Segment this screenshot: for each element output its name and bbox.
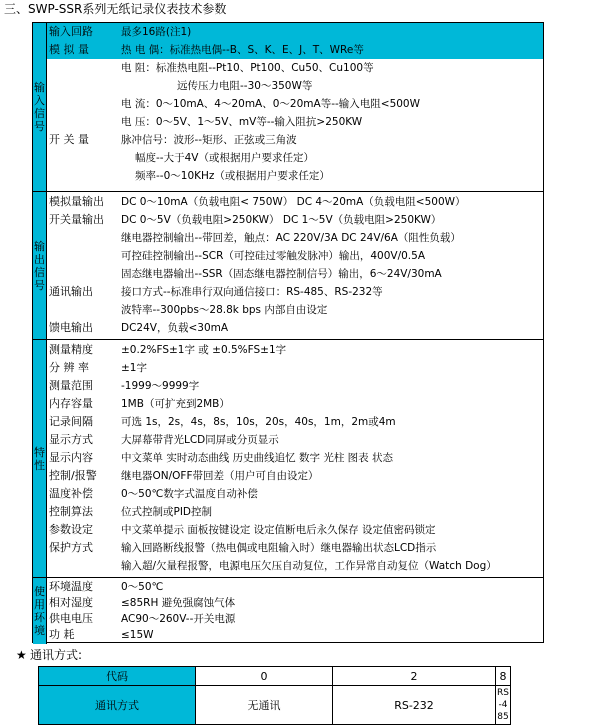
row-label: 开关量输出 xyxy=(49,213,104,226)
section-output xyxy=(33,191,543,339)
comm-row-label: 通讯方式 xyxy=(39,686,196,725)
row-value: 继电器控制输出--带回差，触点：AC 220V/3A DC 24V/6A（阻性负载） xyxy=(121,232,461,244)
row-label: 参数设定 xyxy=(49,523,93,536)
input-row-8 xyxy=(47,167,543,185)
row-value: 波特率--300pbs～28.8k bps 内部自由设定 xyxy=(121,304,328,316)
output-row-4 xyxy=(47,265,543,283)
row-value: ±1字 xyxy=(121,362,147,374)
row-value: 0～50℃ xyxy=(121,581,164,593)
row-value: 脉冲信号：波形--矩形、正弦或三角波 xyxy=(121,134,297,146)
row-label: 环境温度 xyxy=(49,580,93,593)
row-label: 模拟量输出 xyxy=(49,195,104,208)
features-row-5 xyxy=(47,431,543,449)
comm-header-row xyxy=(39,667,511,686)
features-row-10 xyxy=(47,521,543,539)
output-row-7 xyxy=(47,319,543,337)
row-value: 输入超/欠量程报警，电源电压欠压自动复位，工作异常自动复位（Watch Dog） xyxy=(121,560,497,572)
row-value: DC24V，负载<30mA xyxy=(121,322,229,334)
row-value: 频率--0～10KHz（或根据用户要求任定） xyxy=(135,170,330,182)
category-environment: 使用环境 xyxy=(33,578,47,644)
row-value: 幅度--大于4V（或根据用户要求任定） xyxy=(135,152,314,164)
comm-heading-text: 通讯方式: xyxy=(30,648,83,662)
comm-header-label: 代码 xyxy=(39,667,196,686)
row-value: 可控硅控制输出--SCR（可控硅过零触发脉冲）输出，400V/0.5A xyxy=(121,250,426,262)
row-value: -1999～9999字 xyxy=(121,380,200,392)
row-label: 分 辨 率 xyxy=(49,361,89,374)
row-label: 测量范围 xyxy=(49,379,93,392)
page-title: 三、SWP-SSR系列无纸记录仪表技术参数 xyxy=(4,2,227,16)
features-row-0 xyxy=(47,341,543,359)
row-label: 测量精度 xyxy=(49,343,93,356)
row-value: 输入回路断线报警（热电偶或电阻输入时）继电器输出状态LCD指示 xyxy=(121,542,437,554)
row-value: 可选 1s，2s，4s，8s，10s，20s，40s，1m，2m或4m xyxy=(121,416,396,428)
input-row-1 xyxy=(47,41,543,59)
input-row-2 xyxy=(47,59,543,77)
comm-heading xyxy=(16,648,82,662)
input-row-5 xyxy=(47,113,543,131)
features-row-12 xyxy=(47,557,543,575)
output-row-5 xyxy=(47,283,543,301)
features-row-11 xyxy=(47,539,543,557)
section-features xyxy=(33,339,543,577)
input-row-0 xyxy=(47,23,543,41)
row-value: 热 电 偶：标准热电偶--B、S、K、E、J、T、WRe等 xyxy=(121,44,364,56)
row-label: 温度补偿 xyxy=(49,487,93,500)
comm-value-1: RS-232 xyxy=(333,686,496,725)
output-row-6 xyxy=(47,301,543,319)
row-value: ≤85RH 避免强腐蚀气体 xyxy=(121,597,236,609)
row-label: 显示方式 xyxy=(49,433,93,446)
row-value: 电 压：0～5V、1～5V、mV等--输入阻抗>250KW xyxy=(121,116,363,128)
spec-table xyxy=(32,22,544,643)
output-row-1 xyxy=(47,211,543,229)
input-row-6 xyxy=(47,131,543,149)
row-label: 输入回路 xyxy=(49,25,93,38)
comm-table xyxy=(38,666,511,725)
features-row-3 xyxy=(47,395,543,413)
row-value: 电 流：0～10mA、4～20mA、0～20mA等--输入电阻<500W xyxy=(121,98,420,110)
row-value: DC 0～10mA（负载电阻< 750W） DC 4～20mA（负载电阻<500W） xyxy=(121,196,466,208)
comm-value-row xyxy=(39,686,511,725)
row-label: 功 耗 xyxy=(49,628,75,641)
input-row-3 xyxy=(47,77,543,95)
row-value: DC 0～5V（负载电阻>250KW） DC 1～5V（负载电阻>250KW） xyxy=(121,214,442,226)
row-value: 最多16路(注1) xyxy=(121,26,192,38)
row-value: 中文菜单 实时动态曲线 历史曲线追忆 数字 光柱 图表 状态 xyxy=(121,452,394,464)
row-value: 大屏幕带背光LCD同屏或分页显示 xyxy=(121,434,279,446)
comm-code-1: 2 xyxy=(333,667,496,686)
row-value: 固态继电器输出--SSR（固态继电器控制信号）输出，6～24V/30mA xyxy=(121,268,442,280)
features-row-9 xyxy=(47,503,543,521)
comm-code-0: 0 xyxy=(196,667,333,686)
input-row-4 xyxy=(47,95,543,113)
row-value: 位式控制或PID控制 xyxy=(121,506,213,518)
features-row-1 xyxy=(47,359,543,377)
row-label: 控制算法 xyxy=(49,505,93,518)
output-row-0 xyxy=(47,193,543,211)
row-value: 远传压力电阻--30～350W等 xyxy=(177,80,313,92)
features-row-8 xyxy=(47,485,543,503)
row-label: 通讯输出 xyxy=(49,285,93,298)
category-features: 特性 xyxy=(33,340,47,577)
row-label: 馈电输出 xyxy=(49,321,93,334)
row-value: 1MB（可扩充到2MB） xyxy=(121,398,230,410)
row-label: 相对湿度 xyxy=(49,596,93,609)
output-row-2 xyxy=(47,229,543,247)
row-label: 模 拟 量 xyxy=(49,43,89,56)
comm-value-0: 无通讯 xyxy=(196,686,333,725)
star-icon: ★ xyxy=(16,648,27,662)
environment-row-3 xyxy=(47,626,543,644)
row-value: 中文菜单提示 面板按键设定 设定值断电后永久保存 设定值密码锁定 xyxy=(121,524,436,536)
features-row-4 xyxy=(47,413,543,431)
features-row-7 xyxy=(47,467,543,485)
section-input xyxy=(33,23,543,191)
comm-code-2: 8 xyxy=(496,667,511,686)
row-label: 内存容量 xyxy=(49,397,93,410)
row-label: 显示内容 xyxy=(49,451,93,464)
section-environment xyxy=(33,577,543,644)
row-value: ≤15W xyxy=(121,629,154,641)
row-label: 控制/报警 xyxy=(49,469,97,482)
row-value: 电 阻：标准热电阻--Pt10、Pt100、Cu50、Cu100等 xyxy=(121,62,374,74)
row-value: 接口方式--标准串行双向通信接口：RS-485、RS-232等 xyxy=(121,286,383,298)
comm-value-2: RS-485 xyxy=(496,686,511,725)
category-input: 输入信号 xyxy=(33,23,47,191)
row-value: 0～50℃数字式温度自动补偿 xyxy=(121,488,258,500)
row-label: 供电电压 xyxy=(49,612,93,625)
features-row-6 xyxy=(47,449,543,467)
output-row-3 xyxy=(47,247,543,265)
row-label: 保护方式 xyxy=(49,541,93,554)
row-value: ±0.2%FS±1字 或 ±0.5%FS±1字 xyxy=(121,344,287,356)
category-output: 输出信号 xyxy=(33,192,47,339)
input-row-7 xyxy=(47,149,543,167)
row-value: 继电器ON/OFF带回差（用户可自由设定） xyxy=(121,470,319,482)
row-value: AC90～260V--开关电源 xyxy=(121,613,236,625)
row-label: 记录间隔 xyxy=(49,415,93,428)
row-label: 开 关 量 xyxy=(49,133,89,146)
features-row-2 xyxy=(47,377,543,395)
